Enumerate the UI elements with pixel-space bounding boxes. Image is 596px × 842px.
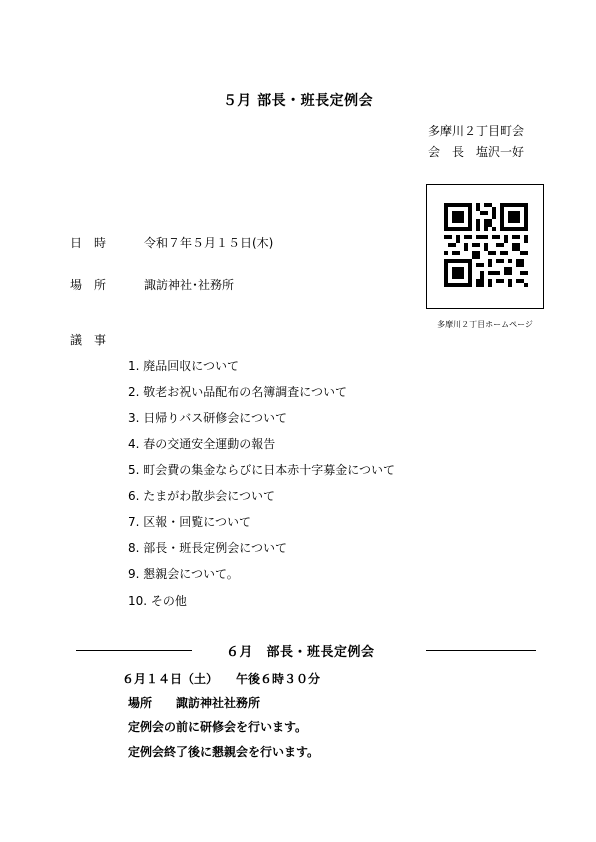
agenda-item: 7. 区報・回覧について: [128, 515, 252, 529]
divider-right: [426, 650, 536, 651]
qr-code[interactable]: [426, 184, 544, 309]
organization-name: 多摩川２丁目町会: [428, 124, 525, 138]
qr-code-icon: [444, 203, 528, 287]
qr-caption: 多摩川２丁目ホームページ: [437, 320, 533, 329]
agenda-item: 5. 町会費の集金ならびに日本赤十字募金について: [128, 463, 396, 477]
next-meeting-place: 場所 諏訪神社社務所: [128, 696, 261, 710]
agenda-item: 6. たまがわ散歩会について: [128, 489, 276, 503]
agenda-item: 4. 春の交通安全運動の報告: [128, 437, 276, 451]
place-value: 諏訪神社･社務所: [144, 278, 235, 292]
president-name: 会 長 塩沢一好: [428, 145, 525, 159]
datetime-value: 令和７年５月１５日(木): [144, 236, 274, 250]
agenda-item: 2. 敬老お祝い品配布の名簿調査について: [128, 385, 348, 399]
next-meeting-title: ６月 部長・班長定例会: [226, 645, 375, 660]
agenda-heading: 議 事: [70, 333, 107, 347]
page-title: ５月 部長・班長定例会: [222, 93, 374, 109]
divider-left: [76, 650, 192, 651]
agenda-item: 9. 懇親会について。: [128, 567, 239, 581]
next-meeting-note-social: 定例会終了後に懇親会を行います。: [128, 745, 320, 759]
agenda-item: 10. その他: [128, 594, 187, 608]
place-label: 場 所: [70, 278, 107, 292]
next-meeting-note-training: 定例会の前に研修会を行います。: [128, 720, 308, 734]
agenda-item: 1. 廃品回収について: [128, 359, 240, 373]
datetime-label: 日 時: [70, 236, 107, 250]
agenda-item: 8. 部長・班長定例会について: [128, 541, 288, 555]
next-meeting-datetime: ６月１４日（土） 午後６時３０分: [122, 672, 321, 686]
agenda-item: 3. 日帰りバス研修会について: [128, 411, 288, 425]
